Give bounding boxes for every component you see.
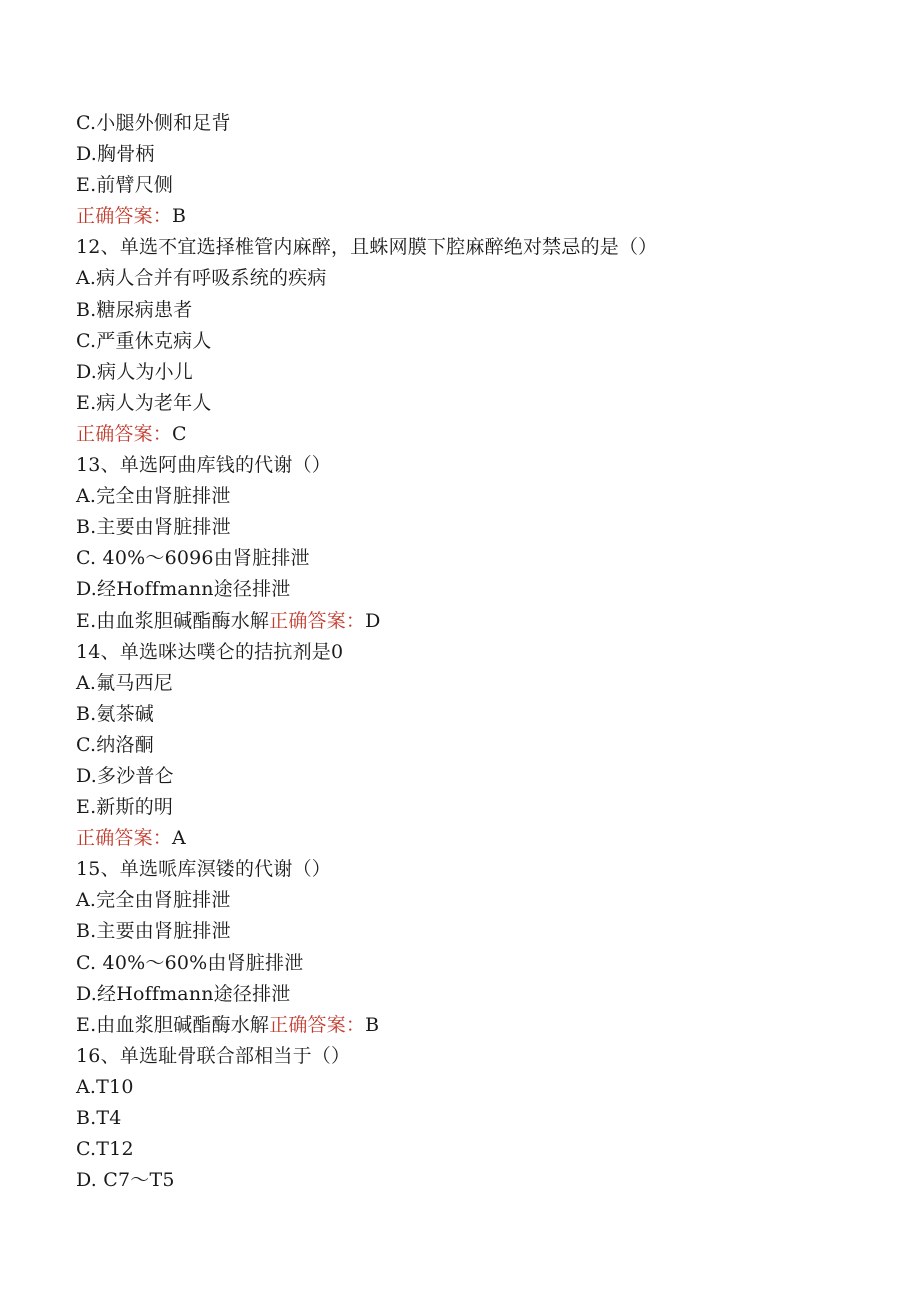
answer-label: 正确答案：: [76, 827, 173, 850]
option-line: B.T4: [76, 1107, 122, 1129]
option-text: E.由血浆胆碱酯酶水解: [76, 1013, 270, 1036]
answer-label: 正确答案：: [76, 205, 173, 228]
option-line: A.病人合并有呼吸系统的疾病: [76, 267, 327, 290]
question-line: 15、单选哌库溟镂的代谢（）: [76, 858, 331, 881]
question-line: 13、单选阿曲库钱的代谢（）: [76, 454, 331, 477]
option-line: A.T10: [76, 1075, 134, 1098]
option-line: C. 40%～6096由肾脏排泄: [76, 547, 310, 570]
option-line: E.前臂尺侧: [76, 174, 174, 197]
option-line: E.病人为老年人: [76, 391, 212, 414]
option-line: D.病人为小儿: [76, 360, 193, 383]
option-line: C.小腿外侧和足背: [76, 112, 231, 134]
option-line: C.严重休克病人: [76, 329, 212, 352]
option-line: D.多沙普仑: [76, 764, 174, 787]
question-line: 12、单选不宜选择椎管内麻醉，且蛛网膜下腔麻醉绝对禁忌的是（）: [76, 236, 658, 259]
option-line: A.完全由肾脏排泄: [76, 485, 231, 508]
option-line: A.完全由肾脏排泄: [76, 889, 231, 912]
option-line-with-answer: [76, 606, 876, 637]
document-page: [76, 108, 876, 1196]
option-line: B.主要由肾脏排泄: [76, 516, 231, 539]
answer-value: C: [172, 422, 187, 445]
answer-value: A: [172, 827, 186, 850]
option-line: E.新斯的明: [76, 796, 174, 819]
answer-line: [76, 823, 876, 854]
answer-value: B: [365, 1013, 380, 1036]
option-line: D.经Hoffmann途径排泄: [76, 982, 291, 1005]
answer-value: D: [365, 609, 381, 632]
option-line: B.氨茶碱: [76, 702, 155, 725]
option-line: C. 40%～60%由肾脏排泄: [76, 951, 304, 974]
answer-label: 正确答案：: [269, 609, 366, 632]
option-line: B.糖尿病患者: [76, 298, 193, 321]
option-text: E.由血浆胆碱酯酶水解: [76, 609, 270, 632]
option-line: C.T12: [76, 1138, 134, 1161]
option-line: A.氟马西尼: [76, 671, 173, 694]
answer-line: [76, 419, 876, 450]
question-line: 16、单选耻骨联合部相当于（）: [76, 1044, 351, 1067]
option-line: C.纳洛酮: [76, 733, 154, 756]
option-line: B.主要由肾脏排泄: [76, 920, 231, 943]
answer-label: 正确答案：: [269, 1013, 366, 1036]
answer-line: [76, 201, 876, 232]
question-line: 14、单选咪达噗仑的拮抗剂是0: [76, 640, 344, 663]
option-line: D.经Hoffmann途径排泄: [76, 578, 291, 601]
option-line: D.胸骨柄: [76, 143, 155, 166]
answer-label: 正确答案：: [76, 422, 173, 445]
answer-value: B: [172, 205, 187, 228]
option-line-with-answer: [76, 1010, 876, 1041]
option-line: D. C7～T5: [76, 1169, 175, 1192]
